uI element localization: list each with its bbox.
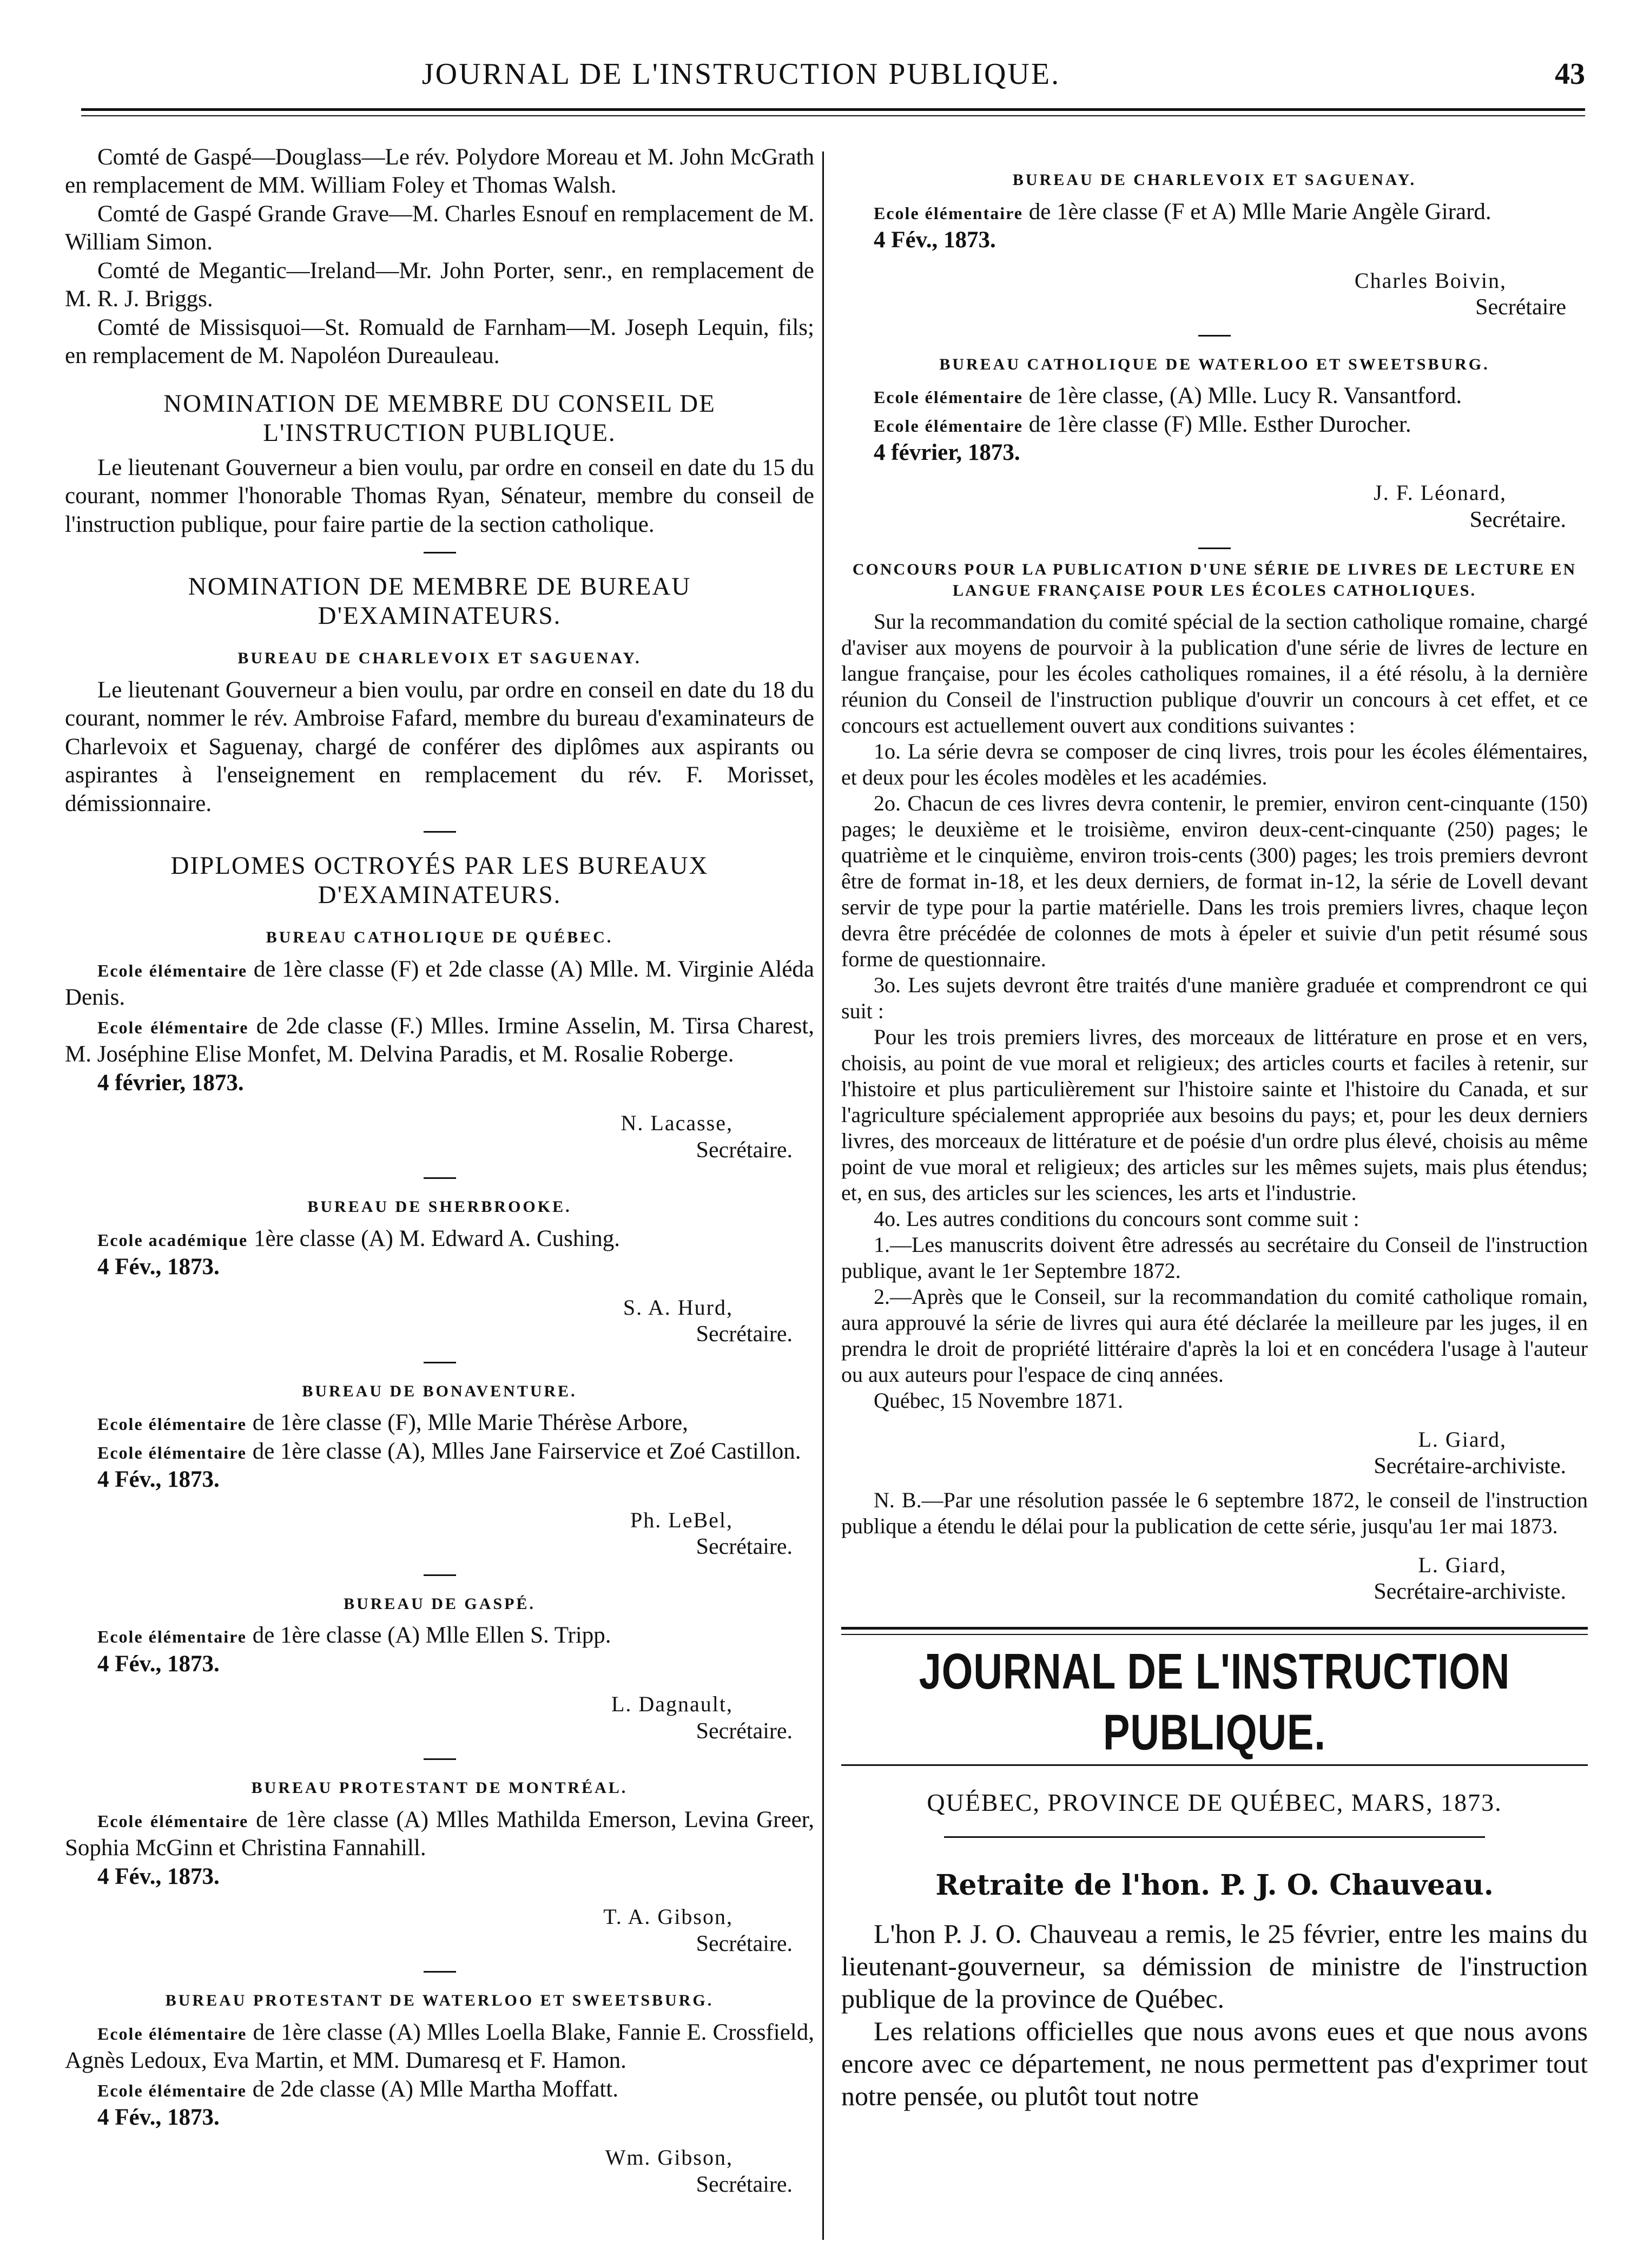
masthead-rule-secondary: [841, 1634, 1588, 1635]
signatory-role: Secrétaire.: [696, 1534, 793, 1560]
separator-dash: [1198, 335, 1231, 337]
concours-paragraph: 2o. Chacun de ces livres devra contenir, le premier, environ cent-cinquante (150) pages; le deuxième et le troisième, environ deux-cent-cinquante (250) pages; le quatrième et le cinquième, environ trois-cents (300) pages; les trois premiers devront être de format in-18, et les deux derniers, de format in-12, la série de Lovell devant servir de type pour la partie matérielle. Dans les trois premiers livres, chaque leçon devra être précédée de colonnes de mots à épeler et suivie d'un petit résumé sous forme de questionnaire.: [841, 790, 1588, 971]
school-type: Ecole académique: [97, 1230, 248, 1250]
diploma-entry: [841, 198, 1588, 226]
concours-paragraph: Québec, 15 Novembre 1871.: [874, 1388, 1123, 1413]
masthead-rule: [841, 1627, 1588, 1630]
signatory-name: Wm. Gibson,: [605, 2145, 733, 2170]
school-type: Ecole élémentaire: [874, 203, 1023, 223]
school-type: Ecole élémentaire: [97, 1414, 247, 1434]
diploma-text: de 2de classe (F.) Mlles. Irmine Asselin, M. Tirsa Charest, M. Joséphine Elise Monfet, M. Delvina Paradis, et M. Rosalie Roberge.: [65, 1013, 814, 1067]
masthead-title: JOURNAL DE L'INSTRUCTION PUBLIQUE.: [919, 1643, 1510, 1761]
section-title-nomination-conseil: NOMINATION DE MEMBRE DU CONSEIL DE L'INSTRUCTION PUBLIQUE.: [163, 389, 716, 447]
entry-date: 4 Fév., 1873.: [97, 1651, 220, 1677]
bureau-heading: BUREAU DE BONAVENTURE.: [302, 1382, 577, 1400]
signatory-name: Ph. LeBel,: [630, 1507, 733, 1532]
diploma-text: de 1ère classe (F) Mlle. Esther Durocher.: [1022, 411, 1411, 437]
diploma-text: de 1ère classe (F), Mlle Marie Thérèse Arbore,: [246, 1410, 688, 1436]
signatory-role: Secrétaire: [1475, 295, 1566, 320]
separator-dash: [424, 1971, 456, 1973]
appointment-paragraph: Comté de Megantic—Ireland—Mr. John Porter, senr., en remplacement de M. R. J. Briggs.: [65, 258, 814, 312]
separator-dash: [424, 1177, 456, 1179]
bureau-heading: BUREAU PROTESTANT DE MONTRÉAL.: [251, 1779, 628, 1797]
signatory-name: S. A. Hurd,: [623, 1295, 733, 1320]
entry-date: 4 Fév., 1873.: [97, 1254, 220, 1280]
nomination-bureau-text: Le lieutenant Gouverneur a bien voulu, par ordre en conseil en date du 18 du courant, nommer le rév. Ambroise Fafard, membre du bureau d'examinateurs de Charlevoix et Saguenay, chargé de conférer des diplômes aux aspirants ou aspirantes à l'enseignement en remplacement du rév. F. Morisset, démissionnaire.: [65, 677, 814, 816]
separator-dash: [1198, 548, 1231, 549]
bureau-heading: BUREAU CATHOLIQUE DE WATERLOO ET SWEETSBURG.: [939, 355, 1490, 373]
signatory-role: Secrétaire.: [696, 1931, 793, 1956]
appointment-paragraph: Comté de Gaspé—Douglass—Le rév. Polydore Moreau et M. John McGrath en remplacement de MM. William Foley et Thomas Walsh.: [65, 144, 814, 199]
signatory-role: Secrétaire.: [696, 2172, 793, 2198]
school-type: Ecole élémentaire: [97, 2023, 247, 2043]
separator-dash: [424, 1574, 456, 1576]
separator-dash: [424, 831, 456, 833]
school-type: Ecole élémentaire: [97, 1017, 249, 1037]
left-column: [65, 143, 814, 2199]
bureau-heading: BUREAU CATHOLIQUE DE QUÉBEC.: [266, 928, 613, 947]
masthead-rules: [841, 1627, 1588, 1635]
diploma-text: 1ère classe (A) M. Edward A. Cushing.: [248, 1225, 621, 1251]
concours-title: CONCOURS POUR LA PUBLICATION D'UNE SÉRIE DE LIVRES DE LECTURE EN LANGUE FRANÇAISE POUR LES ÉCOLES CATHOLIQUES.: [852, 560, 1577, 599]
diploma-entry: [65, 2075, 814, 2104]
school-type: Ecole élémentaire: [97, 1627, 247, 1647]
masthead-bottom-rule: [841, 1764, 1588, 1766]
nomination-conseil-text: Le lieutenant Gouverneur a bien voulu, par ordre en conseil en date du 15 du courant, nommer l'honorable Thomas Ryan, Sénateur, membre du conseil de l'instruction publique, pour faire partie de la section catholique.: [65, 454, 814, 537]
diploma-text: de 1ère classe (F et A) Mlle Marie Angèle Girard.: [1022, 199, 1491, 225]
concours-paragraph: 1o. La série devra se composer de cinq livres, trois pour les écoles élémentaires, et deux pour les écoles modèles et les académies.: [841, 739, 1588, 789]
page-header: [0, 57, 1650, 106]
signatory-role: Secrétaire-archiviste.: [1374, 1579, 1566, 1604]
header-rule-secondary: [81, 115, 1585, 116]
concours-paragraph: 4o. Les autres conditions du concours sont comme suit :: [874, 1206, 1359, 1231]
bureau-heading: BUREAU DE GASPÉ.: [344, 1594, 536, 1613]
signatory-name: N. Lacasse,: [621, 1110, 733, 1135]
entry-date: 4 Fév., 1873.: [97, 1467, 220, 1493]
separator-dash: [424, 1362, 456, 1363]
article: [841, 1868, 1588, 2112]
diploma-entry: [65, 1806, 814, 1863]
column-divider: [822, 151, 824, 2240]
appointment-paragraph: Comté de Missisquoi—St. Romuald de Farnham—M. Joseph Lequin, fils; en remplacement de M. Napoléon Dureauleau.: [65, 314, 814, 369]
diploma-entry: [65, 955, 814, 1012]
diploma-text: de 1ère classe, (A) Mlle. Lucy R. Vansantford.: [1022, 383, 1462, 409]
section-title-diplomes: DIPLOMES OCTROYÉS PAR LES BUREAUX D'EXAMINATEURS.: [170, 852, 709, 909]
diploma-text: de 1ère classe (A) Mlle Ellen S. Tripp.: [246, 1623, 611, 1649]
signatory-name: T. A. Gibson,: [603, 1904, 733, 1929]
diploma-entry: [65, 2019, 814, 2075]
issue-place-date: QUÉBEC, PROVINCE DE QUÉBEC, MARS, 1873.: [927, 1788, 1502, 1816]
entry-date: 4 Fév., 1873.: [97, 1863, 220, 1889]
signatory-role: Secrétaire.: [696, 1322, 793, 1347]
entry-date: 4 Fév., 1873.: [97, 2105, 220, 2130]
page-number: 43: [1555, 57, 1585, 91]
right-column: [841, 143, 1588, 2112]
signatory-name: Charles Boivin,: [1354, 268, 1507, 293]
concours-paragraph: Sur la recommandation du comité spécial de la section catholique romaine, chargé d'aviser aux moyens de pourvoir à la publication d'une série de livres de lecture en langue française, pour les écoles catholiques romaines, il a été résolu, à la dernière réunion du Conseil de l'instruction publique d'ouvrir un concours à cet effet, et ce concours est actuellement ouvert aux conditions suivantes :: [841, 609, 1588, 737]
diploma-entry: [65, 1409, 814, 1437]
school-type: Ecole élémentaire: [97, 1442, 247, 1462]
concours-note: N. B.—Par une résolution passée le 6 septembre 1872, le conseil de l'instruction publique a étendu le délai pour la publication de cette série, jusqu'au 1er mai 1873.: [841, 1487, 1588, 1538]
diploma-entry: [65, 1438, 814, 1466]
signatory-role: Secrétaire.: [1469, 507, 1566, 533]
bureau-heading: BUREAU PROTESTANT DE WATERLOO ET SWEETSBURG.: [165, 1992, 714, 2010]
signatory-name: L. Giard,: [1418, 1427, 1507, 1452]
concours-paragraph: 1.—Les manuscrits doivent être adressés au secrétaire du Conseil de l'instruction publique, avant le 1er Septembre 1872.: [841, 1232, 1588, 1283]
diploma-text: de 1ère classe (A), Mlles Jane Fairservice et Zoé Castillon.: [246, 1438, 801, 1464]
diploma-text: de 1ère classe (F) et 2de classe (A) Mlle. M. Virginie Aléda Denis.: [65, 956, 815, 1011]
concours-paragraph: Pour les trois premiers livres, des morceaux de littérature en prose et en vers, choisis, au point de vue moral et religieux; des articles courts et faciles à retenir, sur l'histoire et plus particulièrement sur l'histoire sainte et l'histoire du Canada, et sur l'agriculture spécialement appropriée aux besoins du pays; et, pour les deux derniers livres, des morceaux de littérature et de poésie d'un ordre plus élevé, choisis au même point de vue moral et religieux; des articles sur les mêmes sujets, mais plus étendus; et, en sus, des articles sur les sciences, les arts et l'industrie.: [841, 1024, 1588, 1205]
school-type: Ecole élémentaire: [874, 416, 1023, 436]
diploma-entry: [841, 382, 1588, 410]
concours-paragraph: 2.—Après que le Conseil, sur la recommandation du comité catholique romain, aura approuvé la série de livres qui aura été déclarée la meilleure par les juges, il en prendra le droit de propriété littéraire d'après la loi et en concédera l'usage à l'auteur ou aux auteurs pour l'espace de cinq années.: [841, 1284, 1588, 1387]
signatory-name: L. Dagnault,: [611, 1692, 733, 1717]
signatory-name: L. Giard,: [1418, 1552, 1507, 1577]
school-type: Ecole élémentaire: [874, 387, 1023, 407]
separator-dash: [424, 1758, 456, 1760]
entry-date: 4 février, 1873.: [874, 440, 1020, 466]
bureau-heading: BUREAU DE SHERBROOKE.: [307, 1198, 572, 1216]
date-rule: [944, 1836, 1485, 1838]
signatory-name: J. F. Léonard,: [1374, 480, 1507, 505]
diploma-entry: [841, 411, 1588, 439]
separator-dash: [424, 552, 456, 553]
diploma-text: de 1ère classe (A) Mlles Loella Blake, Fannie E. Crossfield, Agnès Ledoux, Eva Martin, et MM. Dumaresq et F. Hamon.: [65, 2019, 814, 2074]
bureau-heading: BUREAU DE CHARLEVOIX ET SAGUENAY.: [237, 649, 642, 668]
school-type: Ecole élémentaire: [97, 960, 248, 980]
diploma-entry: [65, 1621, 814, 1650]
running-title: JOURNAL DE L'INSTRUCTION PUBLIQUE.: [421, 57, 1061, 91]
header-rule: [81, 108, 1585, 111]
bureau-heading: BUREAU DE CHARLEVOIX ET SAGUENAY.: [1012, 171, 1417, 189]
entry-date: 4 février, 1873.: [97, 1070, 244, 1096]
diploma-entry: [65, 1225, 814, 1253]
entry-date: 4 Fév., 1873.: [874, 227, 996, 253]
school-type: Ecole élémentaire: [97, 1811, 249, 1831]
diploma-text: de 1ère classe (A) Mlles Mathilda Emerson, Levina Greer, Sophia McGinn et Christina Fannahill.: [65, 1807, 814, 1861]
concours-body: [841, 609, 1588, 1606]
appointment-paragraph: Comté de Gaspé Grande Grave—M. Charles Esnouf en remplacement de M. William Simon.: [65, 201, 814, 255]
diploma-text: de 2de classe (A) Mlle Martha Moffatt.: [246, 2076, 618, 2102]
school-type: Ecole élémentaire: [97, 2080, 247, 2100]
signatory-role: Secrétaire.: [696, 1718, 793, 1744]
concours-paragraph: 3o. Les sujets devront être traités d'une manière graduée et comprendront ce qui suit :: [841, 972, 1588, 1023]
article-paragraph: Les relations officielles que nous avons eues et que nous avons encore avec ce département, ne nous permettent pas d'exprimer tout notre pensée, ou plutôt tout notre: [841, 2016, 1588, 2112]
article-title: Retraite de l'hon. P. J. O. Chauveau.: [935, 1868, 1494, 1902]
signatory-role: Secrétaire.: [696, 1137, 793, 1163]
signatory-role: Secrétaire-archiviste.: [1374, 1453, 1566, 1479]
diploma-entry: [65, 1012, 814, 1069]
section-title-nomination-bureau: NOMINATION DE MEMBRE DE BUREAU D'EXAMINATEURS.: [188, 572, 691, 630]
article-paragraph: L'hon P. J. O. Chauveau a remis, le 25 février, entre les mains du lieutenant-gouverneur, sa démission de ministre de l'instruction publique de la province de Québec.: [841, 1918, 1588, 2014]
